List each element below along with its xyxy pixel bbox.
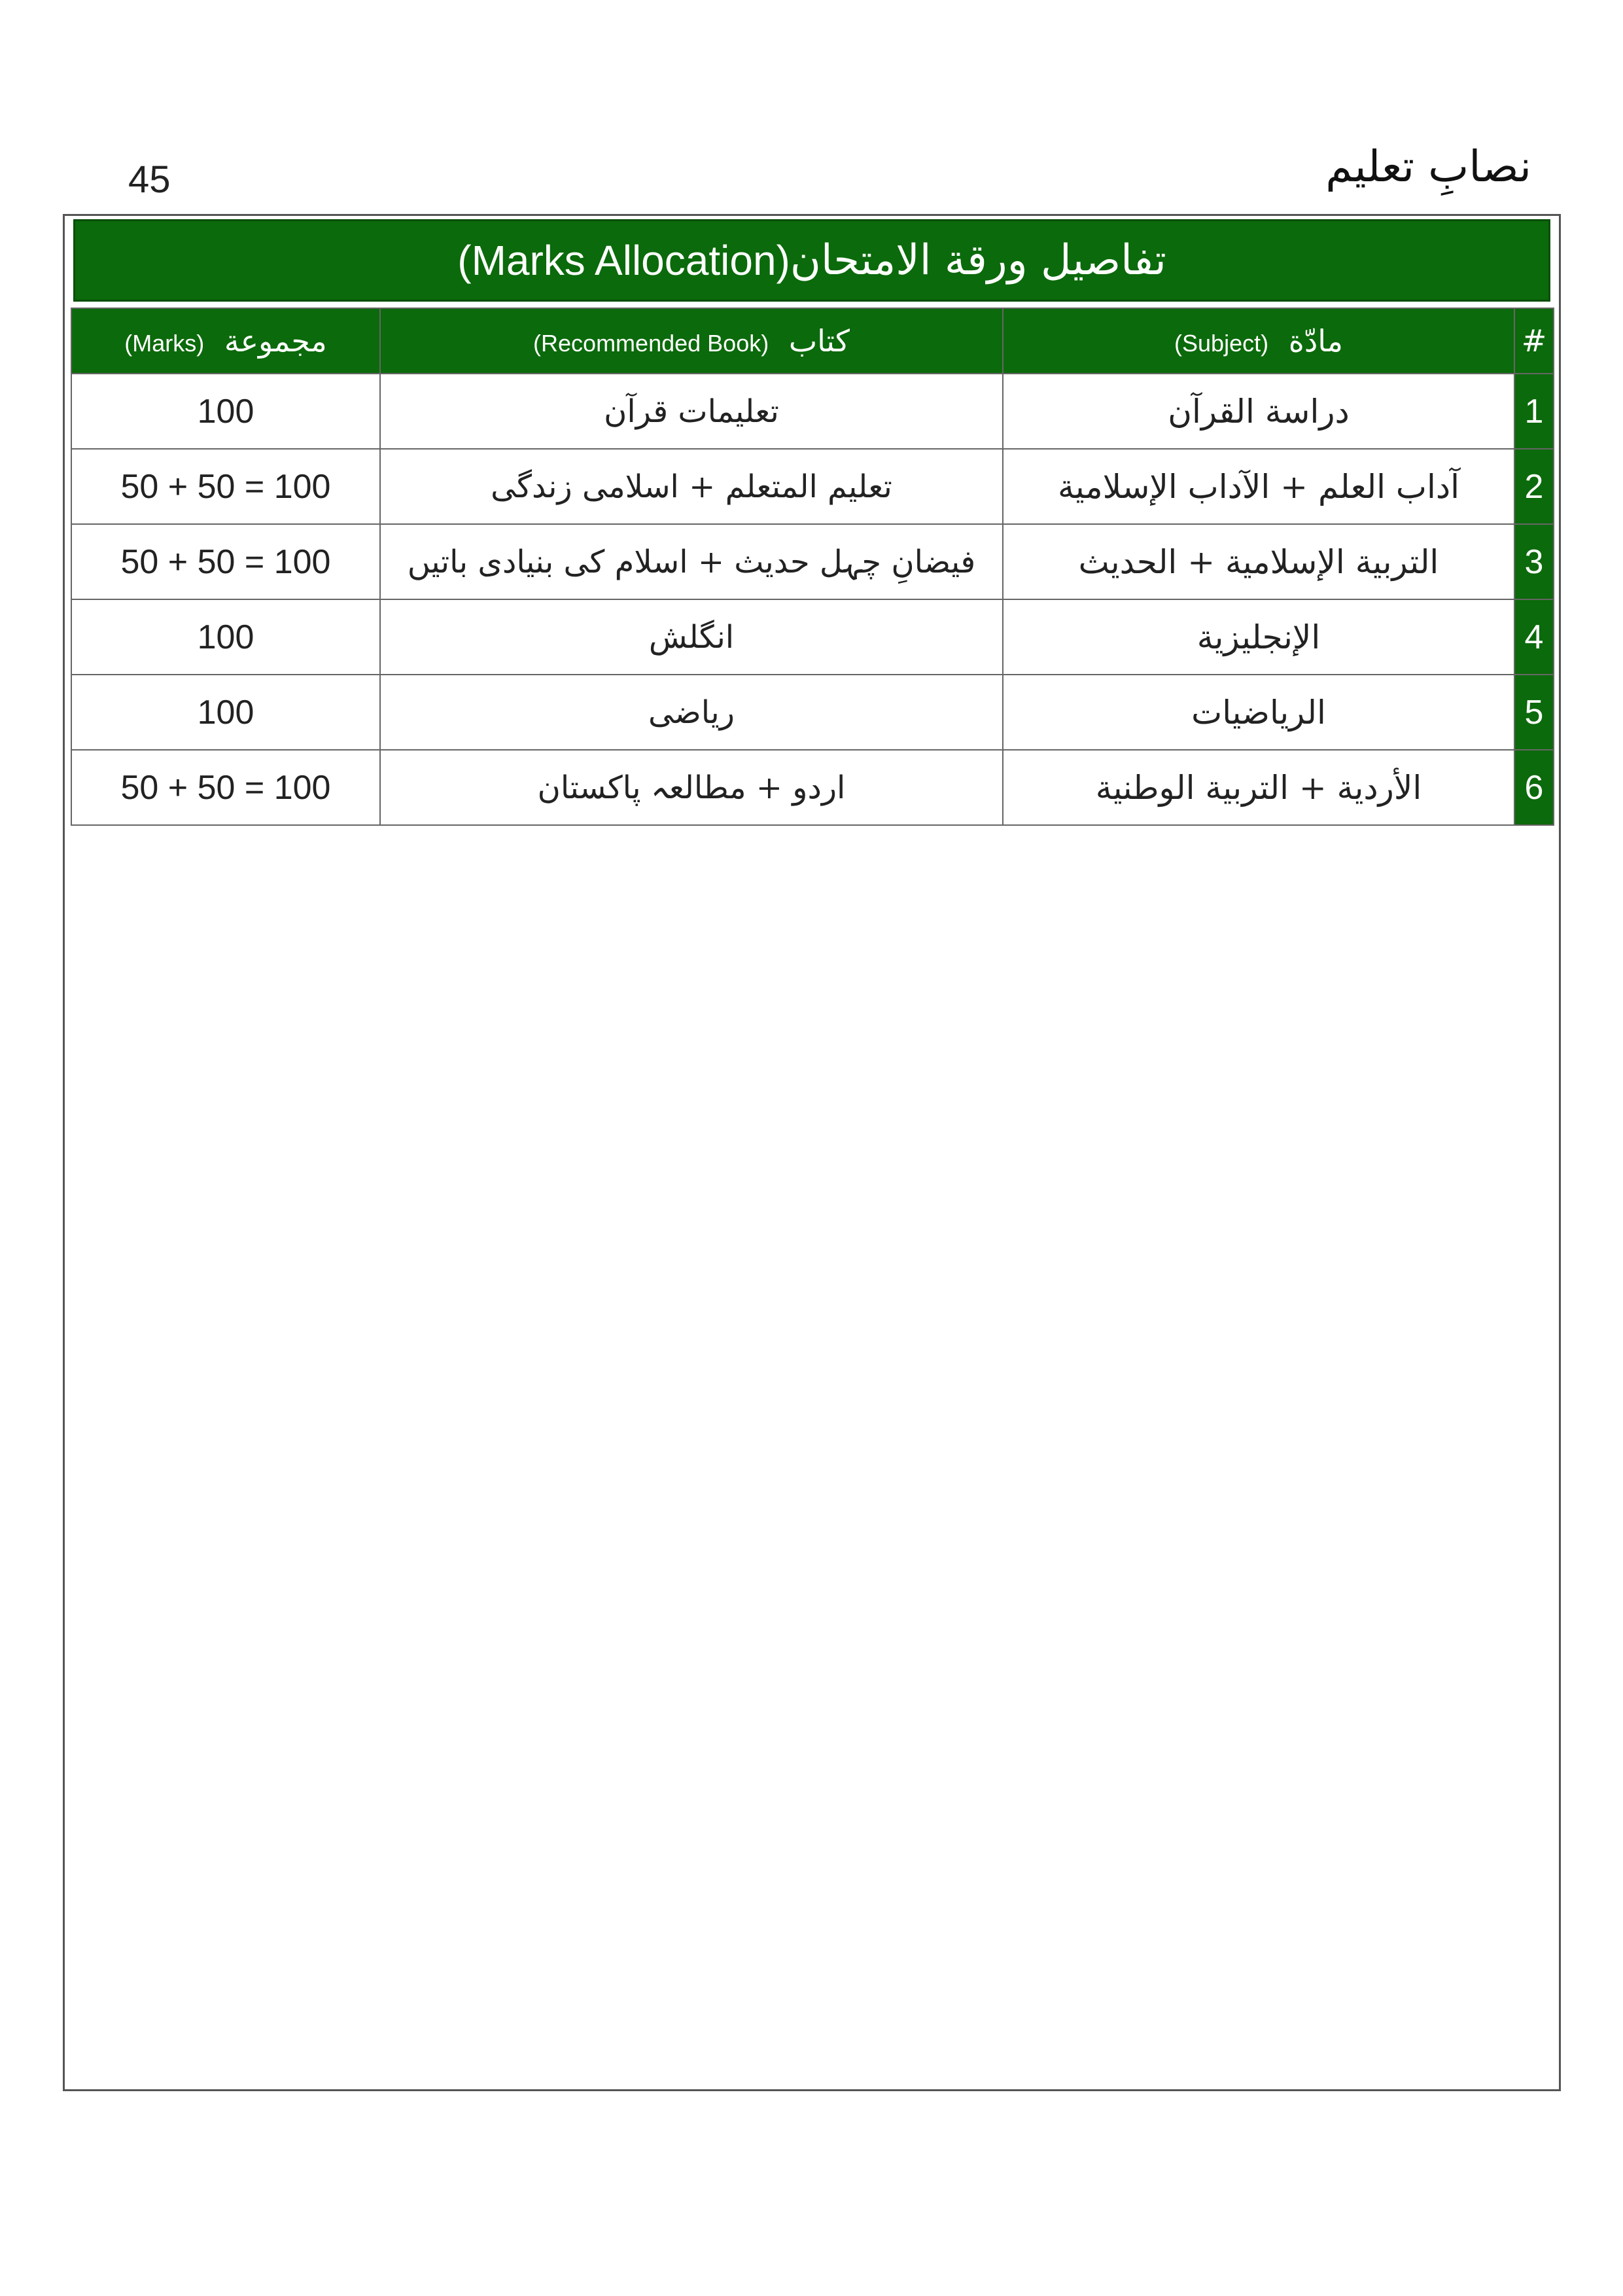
table-row — [71, 524, 1554, 599]
header-marks-arabic: مجموعة — [224, 323, 327, 359]
header-subject — [1003, 308, 1514, 374]
row-book: تعلیمات قرآن — [380, 374, 1003, 449]
row-subject: التربية الإسلامية + الحديث — [1003, 524, 1514, 599]
row-book: فیضانِ چہل حدیث + اسلام کی بنیادی باتیں — [380, 524, 1003, 599]
row-number: 1 — [1514, 374, 1554, 449]
header-number: # — [1514, 308, 1554, 374]
row-book: ریاضی — [380, 675, 1003, 750]
header-subject-arabic: مادّة — [1288, 323, 1343, 359]
table-row — [71, 599, 1554, 675]
row-marks: 100 — [71, 675, 380, 750]
table-row — [71, 374, 1554, 449]
row-marks: 100 — [71, 599, 380, 675]
row-number: 2 — [1514, 449, 1554, 524]
row-marks: 50 + 50 = 100 — [71, 449, 380, 524]
page-number: 45 — [128, 158, 171, 201]
row-subject: الأردية + التربية الوطنية — [1003, 750, 1514, 825]
header-subject-english: (Subject) — [1174, 330, 1269, 357]
header-marks — [71, 308, 380, 374]
row-number: 6 — [1514, 750, 1554, 825]
title-banner — [73, 219, 1550, 302]
row-subject: الرياضيات — [1003, 675, 1514, 750]
row-subject: آداب العلم + الآداب الإسلامية — [1003, 449, 1514, 524]
row-subject: دراسة القرآن — [1003, 374, 1514, 449]
marks-allocation-table — [71, 308, 1554, 826]
header-book — [380, 308, 1003, 374]
row-book: اردو + مطالعہ پاکستان — [380, 750, 1003, 825]
table-row — [71, 750, 1554, 825]
row-marks: 50 + 50 = 100 — [71, 524, 380, 599]
banner-title-arabic: تفاصيل ورقة الامتحان — [790, 236, 1166, 285]
banner-title-english: (Marks Allocation) — [457, 237, 790, 284]
table-row — [71, 675, 1554, 750]
header-marks-english: (Marks) — [124, 330, 205, 357]
row-number: 4 — [1514, 599, 1554, 675]
row-marks: 100 — [71, 374, 380, 449]
header-book-arabic: كتاب — [788, 323, 850, 359]
row-number: 3 — [1514, 524, 1554, 599]
row-subject: الإنجليزية — [1003, 599, 1514, 675]
table-header-row — [71, 308, 1554, 374]
row-marks: 50 + 50 = 100 — [71, 750, 380, 825]
header-book-english: (Recommended Book) — [533, 330, 769, 357]
row-book: انگلش — [380, 599, 1003, 675]
row-number: 5 — [1514, 675, 1554, 750]
table-row — [71, 449, 1554, 524]
header-title: نصابِ تعلیم — [1325, 141, 1531, 192]
row-book: تعليم المتعلم + اسلامی زندگی — [380, 449, 1003, 524]
